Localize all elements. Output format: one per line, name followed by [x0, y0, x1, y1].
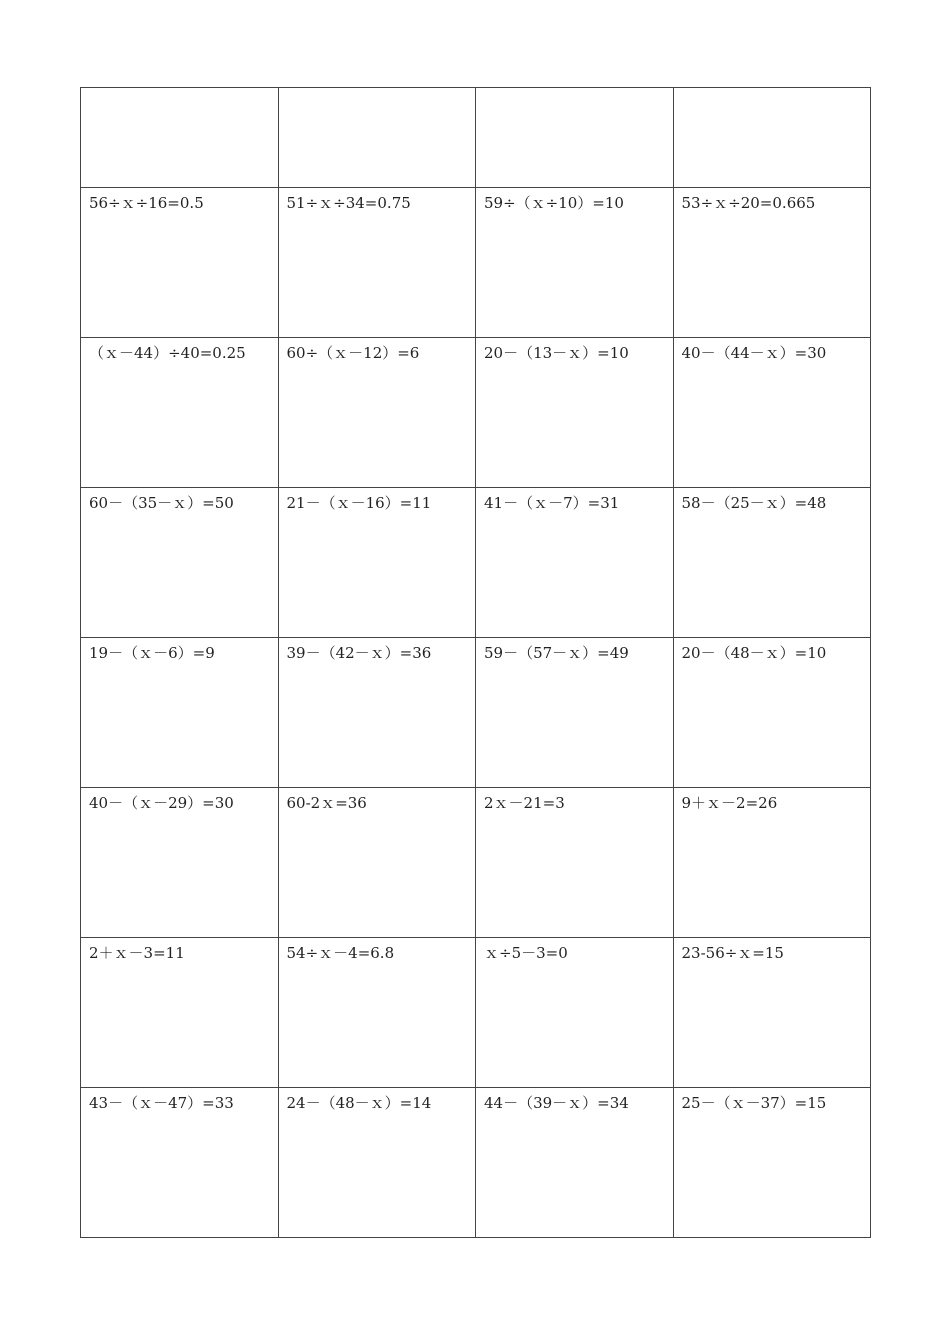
equation-text: 9＋ｘ－2=26	[681, 794, 778, 812]
equation-cell	[278, 638, 476, 788]
equation-text	[476, 88, 673, 94]
equation-cell	[476, 488, 674, 638]
equation-cell	[673, 338, 871, 488]
equation-cell	[476, 338, 674, 488]
equation-cell	[673, 938, 871, 1088]
worksheet-row-1	[81, 88, 871, 188]
equation-text: 58－（25－ｘ）=48	[681, 494, 827, 512]
equation-cell	[278, 788, 476, 938]
equation-text: 60-2ｘ=36	[286, 794, 367, 812]
equation-cell	[278, 488, 476, 638]
equation-text: 44－（39－ｘ）=34	[484, 1094, 629, 1112]
equation-text: 56÷ｘ÷16=0.5	[89, 194, 204, 212]
equation-text: 40－（ｘ－29）=30	[89, 794, 234, 812]
equation-cell	[278, 1088, 476, 1238]
equation-cell	[673, 188, 871, 338]
equation-worksheet-table	[80, 87, 871, 1238]
equation-text: 54÷ｘ－4=6.8	[286, 944, 395, 962]
equation-text: （ｘ－44）÷40=0.25	[89, 344, 246, 362]
equation-text: 59－（57－ｘ）=49	[484, 644, 629, 662]
worksheet-row-6	[81, 788, 871, 938]
equation-cell	[673, 88, 871, 188]
equation-cell	[278, 938, 476, 1088]
equation-cell	[81, 338, 279, 488]
equation-cell	[673, 638, 871, 788]
equation-cell	[673, 488, 871, 638]
equation-cell	[278, 338, 476, 488]
equation-text: 51÷ｘ÷34=0.75	[286, 194, 411, 212]
equation-text	[674, 88, 871, 94]
worksheet-row-7	[81, 938, 871, 1088]
equation-cell	[81, 188, 279, 338]
worksheet-row-5	[81, 638, 871, 788]
worksheet-row-8	[81, 1088, 871, 1238]
equation-text: 21－（ｘ－16）=11	[286, 494, 432, 512]
equation-cell	[476, 188, 674, 338]
equation-text: 60－（35－ｘ）=50	[89, 494, 234, 512]
equation-cell	[476, 788, 674, 938]
equation-cell	[278, 88, 476, 188]
equation-cell	[81, 1088, 279, 1238]
worksheet-row-3	[81, 338, 871, 488]
equation-cell	[81, 638, 279, 788]
equation-text: 20－（13－ｘ）=10	[484, 344, 629, 362]
equation-cell	[476, 938, 674, 1088]
worksheet-row-4	[81, 488, 871, 638]
equation-text: 23-56÷ｘ=15	[681, 944, 784, 962]
worksheet-row-2	[81, 188, 871, 338]
equation-text: 59÷（ｘ÷10）=10	[484, 194, 624, 212]
equation-text: ｘ÷5－3=0	[484, 944, 568, 962]
equation-cell	[278, 188, 476, 338]
worksheet-body	[81, 88, 871, 1238]
equation-text: 53÷ｘ÷20=0.665	[681, 194, 816, 212]
equation-text: 19－（ｘ－6）=9	[89, 644, 215, 662]
equation-text: 2＋ｘ－3=11	[89, 944, 185, 962]
equation-cell	[476, 88, 674, 188]
equation-cell	[476, 638, 674, 788]
equation-cell	[81, 938, 279, 1088]
equation-cell	[673, 788, 871, 938]
equation-cell	[81, 788, 279, 938]
equation-text: 60÷（ｘ－12）=6	[286, 344, 420, 362]
equation-text: 24－（48－ｘ）=14	[286, 1094, 432, 1112]
equation-text: 41－（ｘ－7）=31	[484, 494, 620, 512]
equation-cell	[81, 488, 279, 638]
equation-text: 40－（44－ｘ）=30	[681, 344, 827, 362]
equation-cell	[476, 1088, 674, 1238]
equation-text	[279, 88, 476, 94]
equation-text: 2ｘ－21=3	[484, 794, 565, 812]
equation-cell	[673, 1088, 871, 1238]
equation-text: 25－（ｘ－37）=15	[681, 1094, 827, 1112]
equation-cell	[81, 88, 279, 188]
equation-text: 43－（ｘ－47）=33	[89, 1094, 234, 1112]
equation-text	[81, 88, 278, 94]
equation-text: 39－（42－ｘ）=36	[286, 644, 432, 662]
equation-text: 20－（48－ｘ）=10	[681, 644, 827, 662]
